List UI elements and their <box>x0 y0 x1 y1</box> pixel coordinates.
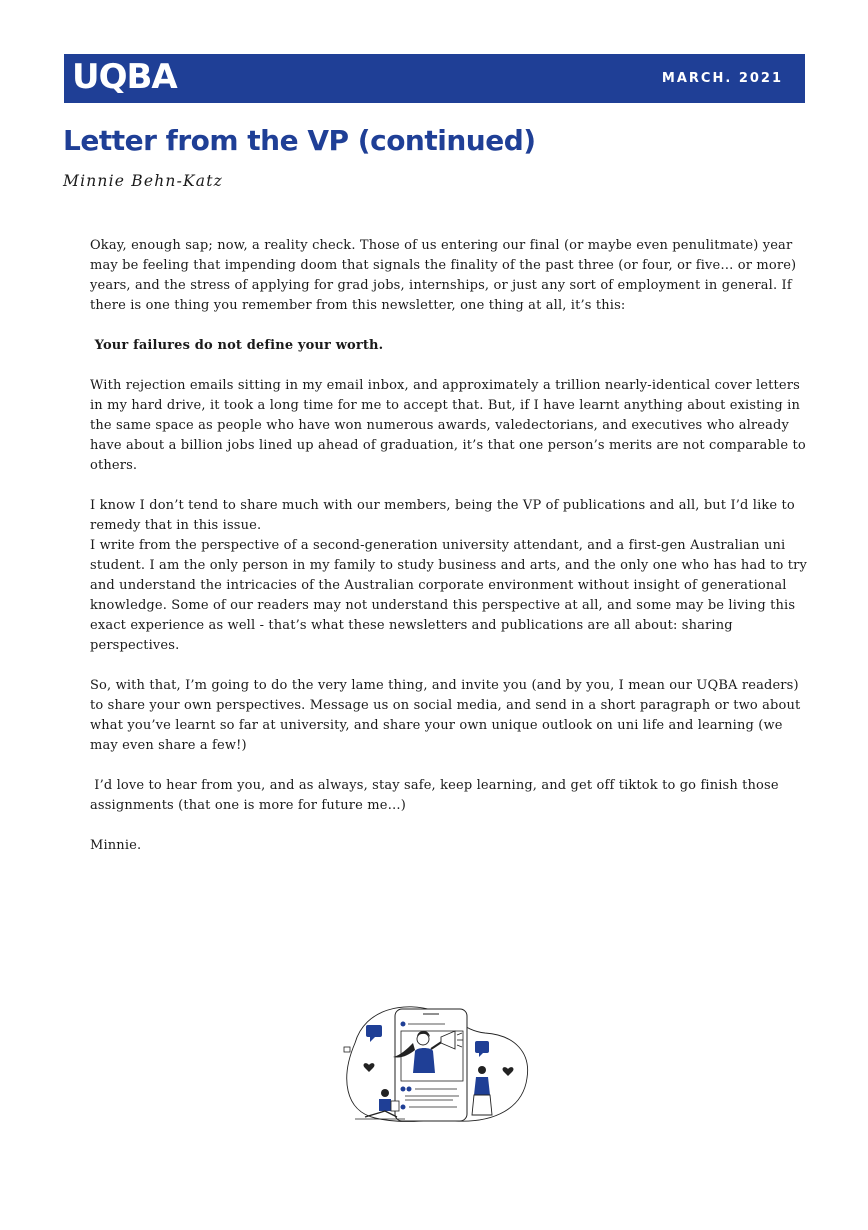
article-body <box>90 236 810 876</box>
paragraph: I write from the perspective of a second-generation university attendant, and a first-gen Australian uni student. I am the only person in my family to study business and arts, and the only one who has had to try and understand the intricacies of the Australian corporate environment without insight of generational knowledge. Some of our readers may not understand this perspective at all, and some may be living this exact experience as well - that’s what these newsletters and publications are all about: sharing perspectives. <box>90 538 807 653</box>
paragraph: I know I don’t tend to share much with our members, being the VP of publications and all, but I’d like to remedy that in this issue. <box>90 498 795 533</box>
social-media-illustration-icon <box>335 1003 535 1128</box>
header-banner <box>64 54 805 103</box>
signoff: Minnie. <box>90 838 142 853</box>
article-author: Minnie Behn-Katz <box>63 172 224 190</box>
paragraph: I’d love to hear from you, and as always, stay safe, keep learning, and get off tiktok to go finish those assignments (that one is more for future me…) <box>90 778 783 813</box>
article-title: Letter from the VP (continued) <box>63 124 536 157</box>
paragraph: With rejection emails sitting in my email inbox, and approximately a trillion nearly-identical cover letters in my hard drive, it took a long time for me to accept that. But, if I have learnt anything about existing in the same space as people who have won numerous awards, valedectorians, and executives who already have about a billion jobs lined up ahead of graduation, it’s that one person’s merits are not comparable to others. <box>90 378 806 473</box>
emphasis-statement: Your failures do not define your worth. <box>90 338 384 353</box>
issue-date: MARCH. 2021 <box>661 71 783 86</box>
paragraph: So, with that, I’m going to do the very lame thing, and invite you (and by you, I mean our UQBA readers) to share your own perspectives. Message us on social media, and send in a short paragraph or two about what you’ve learnt so far at university, and share your own unique outlook on uni life and learning (we may even share a few!) <box>90 678 801 753</box>
paragraph: Okay, enough sap; now, a reality check. Those of us entering our final (or maybe even penulitmate) year may be feeling that impending doom that signals the finality of the past three (or four, or five… or more) years, and the stress of applying for grad jobs, internships, or just any sort of employment in general. If there is one thing you remember from this newsletter, one thing at all, it’s this: <box>90 238 797 313</box>
uqba-logo: UQBA <box>72 57 177 97</box>
